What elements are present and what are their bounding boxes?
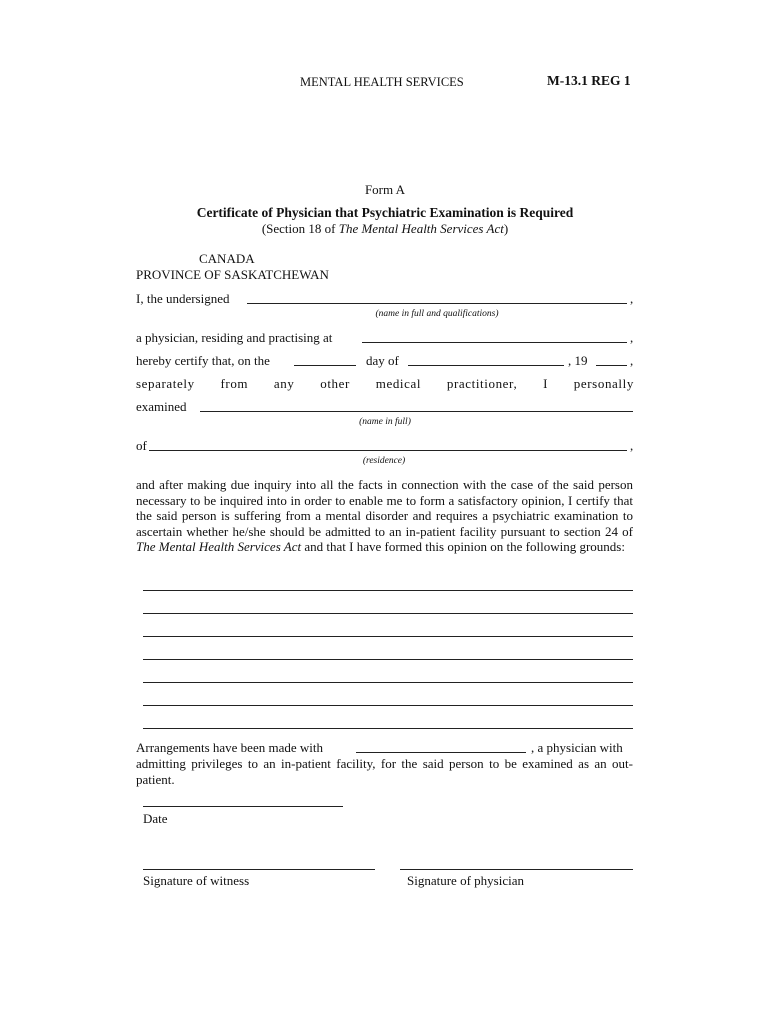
undersigned-comma: ,: [630, 291, 634, 306]
day-of-label: day of: [366, 353, 399, 368]
arrangements-physician-field[interactable]: [356, 738, 526, 753]
certify-label: hereby certify that, on the: [136, 353, 270, 368]
separately-line: [136, 376, 634, 392]
physician-signature-line[interactable]: [400, 869, 633, 870]
subtitle-prefix: (Section 18 of: [261, 221, 339, 236]
grounds-line-5[interactable]: [143, 682, 633, 683]
grounds-line-3[interactable]: [143, 636, 633, 637]
residing-address-field[interactable]: [362, 328, 627, 343]
witness-signature-line[interactable]: [143, 869, 375, 870]
witness-signature-label: Signature of witness: [143, 873, 250, 888]
arrangements-prefix: Arrangements have been made with: [136, 740, 323, 755]
form-subtitle: [0, 221, 770, 237]
physician-signature-label: Signature of physician: [407, 873, 524, 888]
certify-day-field[interactable]: [294, 351, 356, 366]
examined-label: examined: [136, 399, 187, 414]
section-header: MENTAL HEALTH SERVICES: [300, 75, 464, 89]
separately-word: medical: [375, 376, 422, 391]
undersigned-label: I, the undersigned: [136, 291, 230, 306]
certify-month-field[interactable]: [408, 351, 564, 366]
separately-word: from: [220, 376, 249, 391]
form-title: Certificate of Physician that Psychiatric Examination is Required: [196, 205, 574, 220]
examined-name-field[interactable]: [200, 397, 633, 412]
residing-comma: ,: [630, 330, 634, 345]
of-label: of: [136, 438, 147, 453]
year-label: , 19: [568, 353, 588, 368]
separately-word: any: [273, 376, 295, 391]
examined-caption: (name in full): [359, 417, 411, 427]
inquiry-paragraph: [136, 477, 633, 555]
subtitle-act: The Mental Health Services Act: [338, 221, 504, 236]
grounds-line-1[interactable]: [143, 590, 633, 591]
separately-word: I: [543, 376, 549, 391]
grounds-line-6[interactable]: [143, 705, 633, 706]
arrangements-rest: admitting privileges to an in-patient facility, for the said person to be examined as an out-patient.: [136, 756, 633, 787]
subtitle-suffix: ): [503, 221, 509, 236]
regulation-number: M-13.1 REG 1: [547, 73, 631, 88]
undersigned-name-field[interactable]: [247, 289, 627, 304]
date-line[interactable]: [143, 806, 343, 807]
separately-word: practitioner,: [446, 376, 518, 391]
form-label: Form A: [364, 182, 406, 197]
residence-field[interactable]: [149, 436, 627, 451]
separately-word: other: [320, 376, 350, 391]
residence-comma: ,: [630, 438, 634, 453]
separately-word: separately: [136, 376, 195, 391]
date-label: Date: [143, 811, 168, 826]
certify-comma: ,: [630, 353, 634, 368]
certify-year-field[interactable]: [596, 351, 627, 366]
inquiry-text-1: and after making due inquiry into all the facts in connection with the case of the said person necessary to be inquired into in order to enable me to form a satisfactory opinion, I certify that the said person is suffering from a mental disorder and requires a psychiatric examination to ascertain whether he/she should be admitted to an in-patient facility pursuant to section 24 of: [136, 477, 633, 539]
residing-label: a physician, residing and practising at: [136, 330, 333, 345]
grounds-line-7[interactable]: [143, 728, 633, 729]
grounds-line-2[interactable]: [143, 613, 633, 614]
inquiry-text-2: and that I have formed this opinion on the following grounds:: [301, 539, 625, 555]
province-label: PROVINCE OF SASKATCHEWAN: [136, 267, 329, 282]
grounds-line-4[interactable]: [143, 659, 633, 660]
residence-caption: (residence): [362, 456, 406, 466]
arrangements-suffix: , a physician with: [531, 740, 623, 755]
country-label: CANADA: [199, 251, 255, 266]
undersigned-caption: (name in full and qualifications): [375, 309, 499, 319]
separately-word: personally: [573, 376, 634, 391]
inquiry-act: The Mental Health Services Act: [136, 539, 302, 555]
